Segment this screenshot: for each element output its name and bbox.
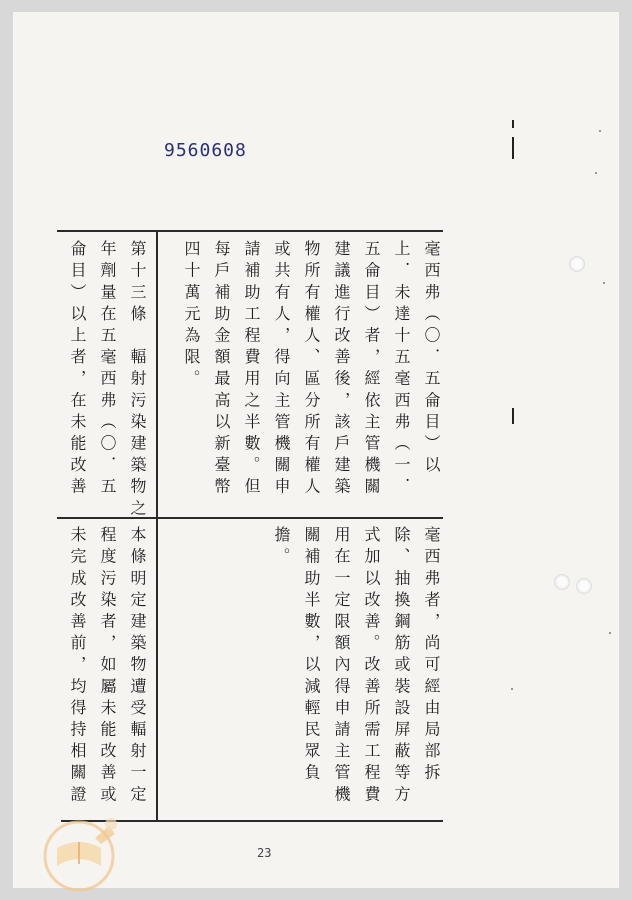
speck: [599, 130, 601, 132]
page-number: 23: [257, 846, 272, 860]
punch-hole: [554, 574, 570, 590]
text-column: 上．未達十五毫西弗（一．: [392, 240, 411, 500]
text-column: 年劑量在五毫西弗（〇．五: [98, 240, 117, 500]
text-column: 未完成改善前，均得持相關證: [68, 526, 87, 807]
binding-mark: [512, 120, 514, 128]
binding-mark: [512, 137, 514, 159]
text-column: 式加以改善。改善所需工程費: [362, 526, 381, 807]
binding-mark: [512, 408, 514, 424]
text-column: 擔。: [272, 526, 291, 570]
text-column: 每戶補助金額最高以新臺幣: [212, 240, 231, 500]
text-column: 五侖目）者，經依主管機關: [362, 240, 381, 500]
text-column: 請補助工程費用之半數。但: [242, 240, 261, 500]
speck: [609, 632, 611, 634]
text-column: 程度污染者，如屬未能改善或: [98, 526, 117, 807]
document-number: 9560608: [164, 140, 247, 161]
article-heading: 第十三條 輻射污染建築物之: [128, 240, 147, 521]
punch-hole: [576, 578, 592, 594]
text-column: 毫西弗（〇．五侖目）以: [422, 240, 441, 478]
text-column: 建議進行改善後，該戶建築: [332, 240, 351, 500]
speck: [603, 282, 605, 284]
library-book-logo-icon: [39, 808, 137, 898]
text-column: 毫西弗者，尚可經由局部拆: [422, 526, 441, 786]
table-divider: [156, 230, 158, 820]
text-column: 除、抽換鋼筋或裝設屏蔽等方: [392, 526, 411, 807]
text-column: 四十萬元為限。: [182, 240, 201, 392]
text-column: 關補助半數，以減輕民眾負: [302, 526, 321, 786]
text-column: 用在一定限額內得申請主管機: [332, 526, 351, 807]
text-column: 本條明定建築物遭受輻射一定: [128, 526, 147, 807]
speck: [511, 688, 513, 690]
text-column: 或共有人，得向主管機關申: [272, 240, 291, 500]
punch-hole: [569, 256, 585, 272]
table-middle-rule: [57, 517, 443, 519]
text-column: 侖目）以上者，在未能改善: [68, 240, 87, 500]
speck: [595, 172, 597, 174]
text-column: 物所有權人、區分所有權人: [302, 240, 321, 500]
table-top-rule: [57, 230, 443, 232]
document-page: [13, 12, 619, 888]
